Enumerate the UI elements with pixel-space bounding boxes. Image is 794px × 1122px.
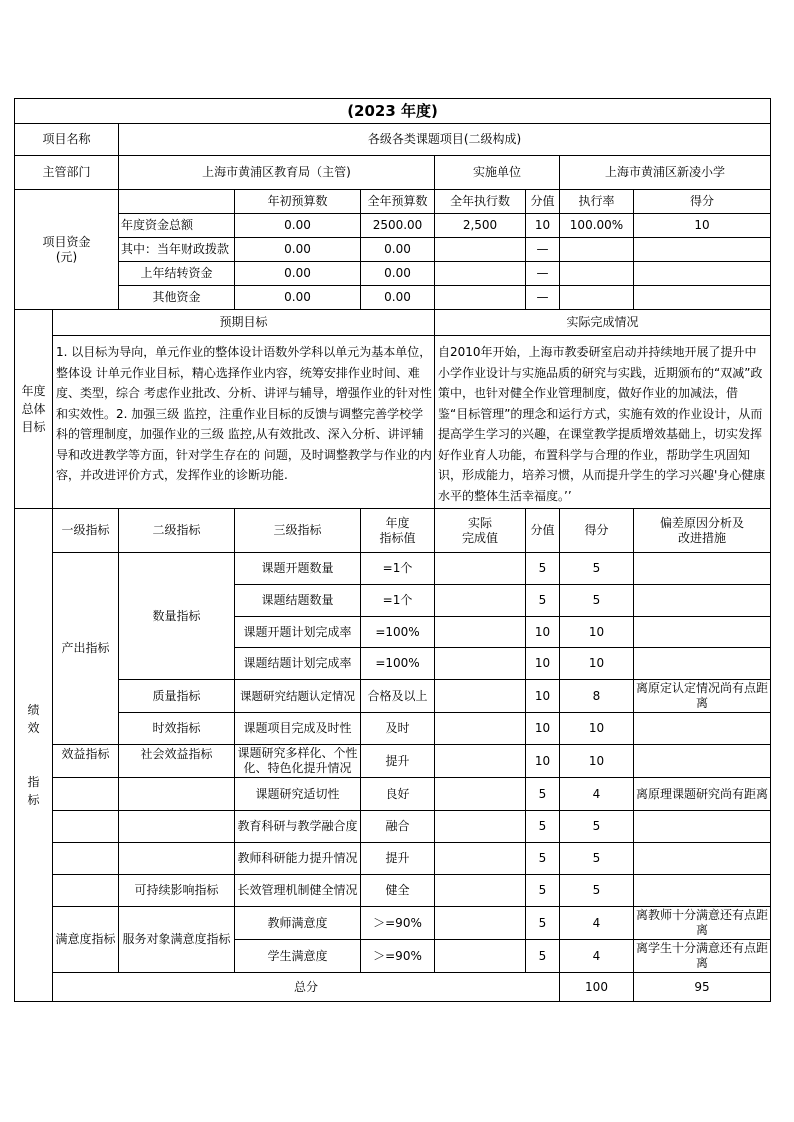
funds-row-rate: [560, 286, 634, 310]
header-l2: 二级指标: [119, 509, 235, 553]
indicator-actual: [435, 875, 526, 907]
dept-value: 上海市黄浦区教育局（主管): [119, 156, 435, 190]
indicator-deviation: [634, 617, 771, 648]
report-title: (2023 年度): [15, 99, 771, 124]
project-name-label: 项目名称: [15, 124, 119, 156]
annual-goal-label-3: 目标: [21, 420, 46, 434]
indicator-got: 5: [560, 811, 634, 843]
header-got: 得分: [560, 509, 634, 553]
header-score: 分值: [526, 509, 560, 553]
performance-evaluation-table: [14, 98, 771, 1002]
indicator-actual: [435, 617, 526, 648]
funds-row-executed: [435, 262, 526, 286]
indicator-l3: 课题项目完成及时性: [235, 713, 361, 745]
funds-row-got: [634, 238, 771, 262]
funds-header-empty: [119, 190, 235, 214]
indicator-score: 10: [526, 648, 560, 680]
indicator-target: =1个: [361, 553, 435, 585]
indicator-got: 4: [560, 907, 634, 940]
header-actual-2: 完成值: [461, 530, 498, 545]
indicator-score: 5: [526, 875, 560, 907]
impl-unit-label: 实施单位: [435, 156, 560, 190]
indicator-target: =1个: [361, 585, 435, 617]
funds-row-name: 其中：当年财政拨款: [119, 238, 235, 262]
performance-indicator-label: [15, 509, 53, 1002]
header-deviation-2: 改进措施: [678, 530, 727, 545]
indicator-target: 融合: [361, 811, 435, 843]
expected-goal-header: 预期目标: [53, 310, 435, 336]
indicator-got: 10: [560, 713, 634, 745]
l2-sustain: 可持续影响指标: [119, 875, 235, 907]
funds-row-name: 其他资金: [119, 286, 235, 310]
header-actual-1: 实际: [467, 515, 492, 530]
l2-empty: [119, 843, 235, 875]
indicator-got: 10: [560, 617, 634, 648]
indicator-target: 良好: [361, 778, 435, 811]
perf-label-char: 绩: [27, 703, 40, 717]
l1-empty: [53, 811, 119, 843]
indicator-deviation: [634, 648, 771, 680]
l1-empty: [53, 843, 119, 875]
funds-row-got: 10: [634, 214, 771, 238]
perf-label-char: 指: [27, 775, 40, 789]
indicator-score: 10: [526, 680, 560, 713]
funds-row-score: —: [526, 286, 560, 310]
perf-label-char: 标: [27, 793, 40, 807]
header-target-2: 指标值: [379, 530, 416, 545]
funds-row-annual: 0.00: [361, 262, 435, 286]
funds-header-rate: 执行率: [560, 190, 634, 214]
indicator-score: 5: [526, 843, 560, 875]
header-target-1: 年度: [385, 515, 410, 530]
indicator-score: 5: [526, 811, 560, 843]
funds-label-line2: (元): [55, 249, 78, 264]
funds-row-annual: 2500.00: [361, 214, 435, 238]
indicator-deviation: [634, 745, 771, 778]
l1-satisfaction: 满意度指标: [53, 907, 119, 973]
header-target: [361, 509, 435, 553]
indicator-got: 4: [560, 778, 634, 811]
funds-row-name: 年度资金总额: [119, 214, 235, 238]
indicator-score: 10: [526, 713, 560, 745]
indicator-actual: [435, 648, 526, 680]
indicator-actual: [435, 811, 526, 843]
indicator-deviation: 离原定认定情况尚有点距离: [634, 680, 771, 713]
indicator-deviation: [634, 553, 771, 585]
indicator-deviation: [634, 875, 771, 907]
l2-quality: 质量指标: [119, 680, 235, 713]
funds-row-score: 10: [526, 214, 560, 238]
l2-timeliness: 时效指标: [119, 713, 235, 745]
header-l1: 一级指标: [53, 509, 119, 553]
funds-header-score: 分值: [526, 190, 560, 214]
funds-row-score: —: [526, 238, 560, 262]
indicator-l3: 教师满意度: [235, 907, 361, 940]
funds-row-executed: 2,500: [435, 214, 526, 238]
indicator-score: 5: [526, 585, 560, 617]
indicator-deviation: 离教师十分满意还有点距离: [634, 907, 771, 940]
funds-row-name: 上年结转资金: [119, 262, 235, 286]
funds-row-initial: 0.00: [235, 286, 361, 310]
total-score: 100: [560, 973, 634, 1002]
indicator-l3: 教育科研与教学融合度: [235, 811, 361, 843]
indicator-l3: 课题结题数量: [235, 585, 361, 617]
indicator-actual: [435, 778, 526, 811]
indicator-got: 5: [560, 585, 634, 617]
header-actual: [435, 509, 526, 553]
indicator-l3: 教师科研能力提升情况: [235, 843, 361, 875]
indicator-score: 10: [526, 617, 560, 648]
funds-row-rate: [560, 262, 634, 286]
indicator-actual: [435, 680, 526, 713]
funds-row-score: —: [526, 262, 560, 286]
l1-empty: [53, 778, 119, 811]
actual-result-text: 自2010年开始，上海市教委研室启动并持续地开展了提升中小学作业设计与实施品质的研究与实践，近期颁布的“双减”政策中，也针对健全作业管理制度，做好作业的加减法，借鉴“目标管理”的理念和运行方式，实施有效的作业设计，从而提高学生学习的兴趣，在课堂教学提质增效基础上，切实发挥好作业育人功能，布置科学与合理的作业，帮助学生巩固知识，形成能力，培养习惯，从而提升学生的学习兴趣'身心健康水平的整体生活幸福度。’’: [435, 336, 771, 509]
impl-unit-value: 上海市黄浦区新凌小学: [560, 156, 771, 190]
indicator-deviation: 离原理课题研究尚有距离: [634, 778, 771, 811]
indicator-deviation: [634, 843, 771, 875]
funds-header-annual: 全年预算数: [361, 190, 435, 214]
indicator-got: 5: [560, 553, 634, 585]
actual-result-header: 实际完成情况: [435, 310, 771, 336]
indicator-l3: 课题开题计划完成率: [235, 617, 361, 648]
funds-header-executed: 全年执行数: [435, 190, 526, 214]
indicator-score: 5: [526, 940, 560, 973]
indicator-actual: [435, 940, 526, 973]
indicator-score: 5: [526, 553, 560, 585]
l2-empty: [119, 811, 235, 843]
header-deviation: [634, 509, 771, 553]
funds-row-executed: [435, 286, 526, 310]
indicator-score: 10: [526, 745, 560, 778]
indicator-got: 10: [560, 648, 634, 680]
indicator-actual: [435, 713, 526, 745]
indicator-target: =100%: [361, 648, 435, 680]
annual-goal-label: [15, 310, 53, 509]
l2-quantity: 数量指标: [119, 553, 235, 680]
funds-row-initial: 0.00: [235, 214, 361, 238]
indicator-score: 5: [526, 907, 560, 940]
indicator-deviation: [634, 811, 771, 843]
indicator-actual: [435, 907, 526, 940]
indicator-target: 及时: [361, 713, 435, 745]
indicator-actual: [435, 585, 526, 617]
funds-row-annual: 0.00: [361, 238, 435, 262]
indicator-l3: 课题结题计划完成率: [235, 648, 361, 680]
total-got: 95: [634, 973, 771, 1002]
expected-goal-text: 1. 以目标为导向，单元作业的整体设计语数外学科以单元为基本单位，整体设 计单元作业目标，精心选择作业内容，统筹安排作业时间、难度、类型，综合 考虑作业批改、分析、讲评与辅导，增强作业的针对性和实效性。2. 加强三级 监控，注重作业目标的反馈与调整完善学校学科的管理制度，加强作业的三级 监控,从有效批改、深入分析、讲评辅导和改进教学等方面，针对学生存在的 问题，及时调整教学与作业的内容，并改进评价方式，发挥作业的诊断功能.: [53, 336, 435, 509]
funds-header-initial: 年初预算数: [235, 190, 361, 214]
l1-benefit: 效益指标: [53, 745, 119, 778]
funds-label-line1: 项目资金: [42, 234, 91, 249]
indicator-got: 10: [560, 745, 634, 778]
total-label: 总分: [53, 973, 560, 1002]
indicator-score: 5: [526, 778, 560, 811]
indicator-actual: [435, 745, 526, 778]
indicator-target: 健全: [361, 875, 435, 907]
indicator-deviation: 离学生十分满意还有点距离: [634, 940, 771, 973]
indicator-actual: [435, 553, 526, 585]
indicator-got: 5: [560, 875, 634, 907]
indicator-l3: 学生满意度: [235, 940, 361, 973]
annual-goal-label-1: 年度: [21, 384, 46, 398]
l1-output: 产出指标: [53, 553, 119, 745]
indicator-target: 提升: [361, 745, 435, 778]
l2-social: 社会效益指标: [119, 745, 235, 778]
indicator-l3: 长效管理机制健全情况: [235, 875, 361, 907]
indicator-l3: 课题研究结题认定情况: [235, 680, 361, 713]
header-l3: 三级指标: [235, 509, 361, 553]
funds-row-initial: 0.00: [235, 262, 361, 286]
indicator-deviation: [634, 585, 771, 617]
funds-row-annual: 0.00: [361, 286, 435, 310]
funds-row-rate: [560, 238, 634, 262]
dept-label: 主管部门: [15, 156, 119, 190]
indicator-deviation: [634, 713, 771, 745]
indicator-target: 提升: [361, 843, 435, 875]
l2-service: 服务对象满意度指标: [119, 907, 235, 973]
indicator-l3: 课题研究适切性: [235, 778, 361, 811]
project-name-value: 各级各类课题项目(二级构成): [119, 124, 771, 156]
funds-header-got: 得分: [634, 190, 771, 214]
indicator-l3: 课题开题数量: [235, 553, 361, 585]
indicator-target: ＞=90%: [361, 907, 435, 940]
perf-label-char: 效: [27, 721, 40, 735]
header-deviation-1: 偏差原因分析及: [660, 515, 745, 530]
funds-row-rate: 100.00%: [560, 214, 634, 238]
indicator-got: 5: [560, 843, 634, 875]
indicator-target: 合格及以上: [361, 680, 435, 713]
indicator-actual: [435, 843, 526, 875]
indicator-target: ＞=90%: [361, 940, 435, 973]
funds-label: [15, 190, 119, 310]
indicator-l3: 课题研究多样化、个性化、特色化提升情况: [235, 745, 361, 778]
l1-empty: [53, 875, 119, 907]
funds-row-initial: 0.00: [235, 238, 361, 262]
l2-empty: [119, 778, 235, 811]
indicator-got: 8: [560, 680, 634, 713]
funds-row-got: [634, 286, 771, 310]
funds-row-executed: [435, 238, 526, 262]
annual-goal-label-2: 总体: [21, 402, 46, 416]
indicator-got: 4: [560, 940, 634, 973]
funds-row-got: [634, 262, 771, 286]
indicator-target: =100%: [361, 617, 435, 648]
